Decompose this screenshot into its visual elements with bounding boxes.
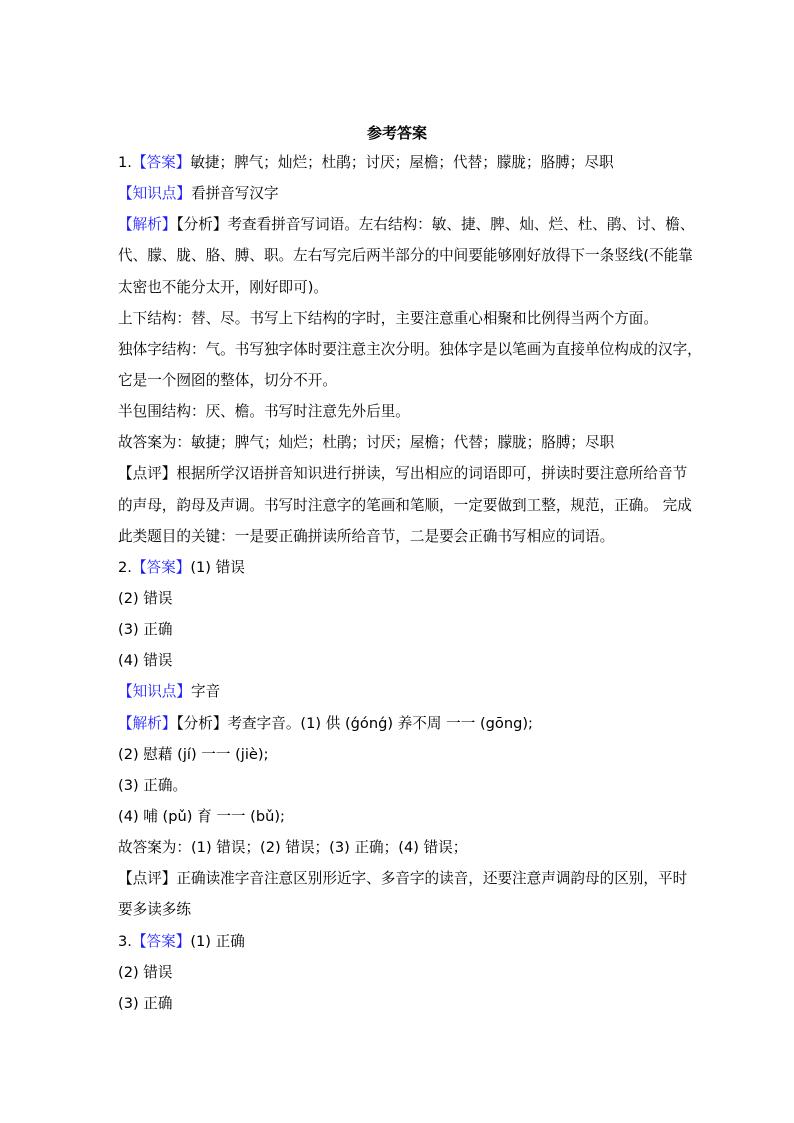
answer-body <box>118 152 702 1024</box>
text-segment: 【分析】考查看拼音写词语。左右结构：敏、捷、脾、灿、烂、杜、鹃、讨、檐、 <box>176 216 695 234</box>
text-segment: 要多读多练 <box>118 901 191 919</box>
text-segment: 它是一个囫囵的整体，切分不开。 <box>118 371 337 389</box>
section-tag: 【答案】 <box>131 154 191 171</box>
text-line <box>118 214 695 245</box>
text-line <box>118 152 678 183</box>
text-line <box>118 619 678 650</box>
text-segment: 字音 <box>190 683 221 701</box>
section-tag: 【答案】 <box>131 932 191 950</box>
section-tag: 【答案】 <box>131 558 191 576</box>
text-line <box>118 277 678 308</box>
text-segment: (3) 正确 <box>118 621 173 639</box>
text-segment: 半包围结构：厌、檐。书写时注意先外后里。 <box>118 403 410 421</box>
text-segment: (3) 正确 <box>118 994 173 1012</box>
text-segment: (4) 错误 <box>118 652 173 670</box>
text-line <box>118 339 702 370</box>
text-segment: 故答案为：(1) 错误；(2) 错误；(3) 正确；(4) 错误； <box>118 839 468 857</box>
text-line <box>118 308 678 339</box>
text-segment: (1) 错误 <box>190 558 245 576</box>
text-line <box>118 931 678 962</box>
text-segment: 1. <box>118 154 132 171</box>
text-line <box>118 245 693 276</box>
section-tag: 【解析】 <box>118 216 177 234</box>
text-segment: 3. <box>118 932 132 950</box>
text-line <box>118 993 678 1024</box>
text-segment: 2. <box>118 558 132 576</box>
text-line <box>118 650 678 681</box>
text-line <box>118 744 678 775</box>
text-line <box>118 495 692 526</box>
text-segment: 故答案为：敏捷；脾气；灿烂；杜鹃；讨厌；屋檐；代替；朦胧；胳膊；尽职 <box>118 434 615 452</box>
text-line <box>118 370 678 401</box>
text-line <box>118 432 678 463</box>
text-line <box>118 463 688 494</box>
section-tag: 【知识点】 <box>118 185 191 203</box>
text-line <box>118 401 678 432</box>
text-line <box>118 713 678 744</box>
text-line <box>118 183 678 214</box>
text-segment: (2) 错误 <box>118 589 173 607</box>
text-segment: (4) 哺 (pǔ) 育 一一 (bǔ); <box>118 807 285 825</box>
text-line <box>118 962 678 993</box>
text-segment: 此类题目的关键：一是要正确拼读所给音节，二是要会正确书写相应的词语。 <box>118 527 615 545</box>
text-segment: 独体字结构：气。书写独字体时要注意主次分明。独体字是以笔画为直接单位构成的汉字， <box>118 340 702 358</box>
text-segment: (2) 错误 <box>118 963 173 981</box>
text-line <box>118 899 678 930</box>
text-segment: 的声母，韵母及声调。书写时注意字的笔画和笔顺，一定要做到工整，规范，正确。 完成 <box>118 496 692 514</box>
text-segment: 【点评】根据所学汉语拼音知识进行拼读，写出相应的词语即可，拼读时要注意所给音节 <box>118 465 688 483</box>
text-segment: 上下结构：替、尽。书写上下结构的字时，主要注意重心相聚和比例得当两个方面。 <box>118 309 658 327</box>
text-segment: 看拼音写汉字 <box>190 185 279 203</box>
text-line <box>118 588 678 619</box>
text-line <box>118 557 678 588</box>
text-line <box>118 526 678 557</box>
text-line <box>118 775 678 806</box>
text-segment: (1) 正确 <box>190 932 245 950</box>
text-line <box>118 837 678 868</box>
text-segment: (2) 慰藉 (jí) 一一 (jiè); <box>118 745 269 763</box>
text-segment: 敏捷；脾气；灿烂；杜鹃；讨厌；屋檐；代替；朦胧；胳膊；尽职 <box>190 154 614 171</box>
text-segment: 【点评】正确读准字音注意区别形近字、多音字的读音，还要注意声调韵母的区别，平时 <box>118 870 688 888</box>
text-line <box>118 681 678 712</box>
text-line <box>118 868 688 899</box>
text-segment: (3) 正确。 <box>118 776 188 794</box>
section-tag: 【知识点】 <box>118 683 191 701</box>
text-segment: 代、朦、胧、胳、膊、职。左右写完后两半部分的中间要能够刚好放得下一条竖线(不能靠 <box>118 247 693 265</box>
text-line <box>118 806 678 837</box>
text-segment: 【分析】考查字音。(1) 供 (ǵónǵ) 养不周 一一 (gōng); <box>176 714 533 732</box>
text-segment: 太密也不能分太开，刚好即可)。 <box>118 278 329 296</box>
section-tag: 【解析】 <box>118 714 177 732</box>
page-title: 参考答案 <box>366 124 427 142</box>
